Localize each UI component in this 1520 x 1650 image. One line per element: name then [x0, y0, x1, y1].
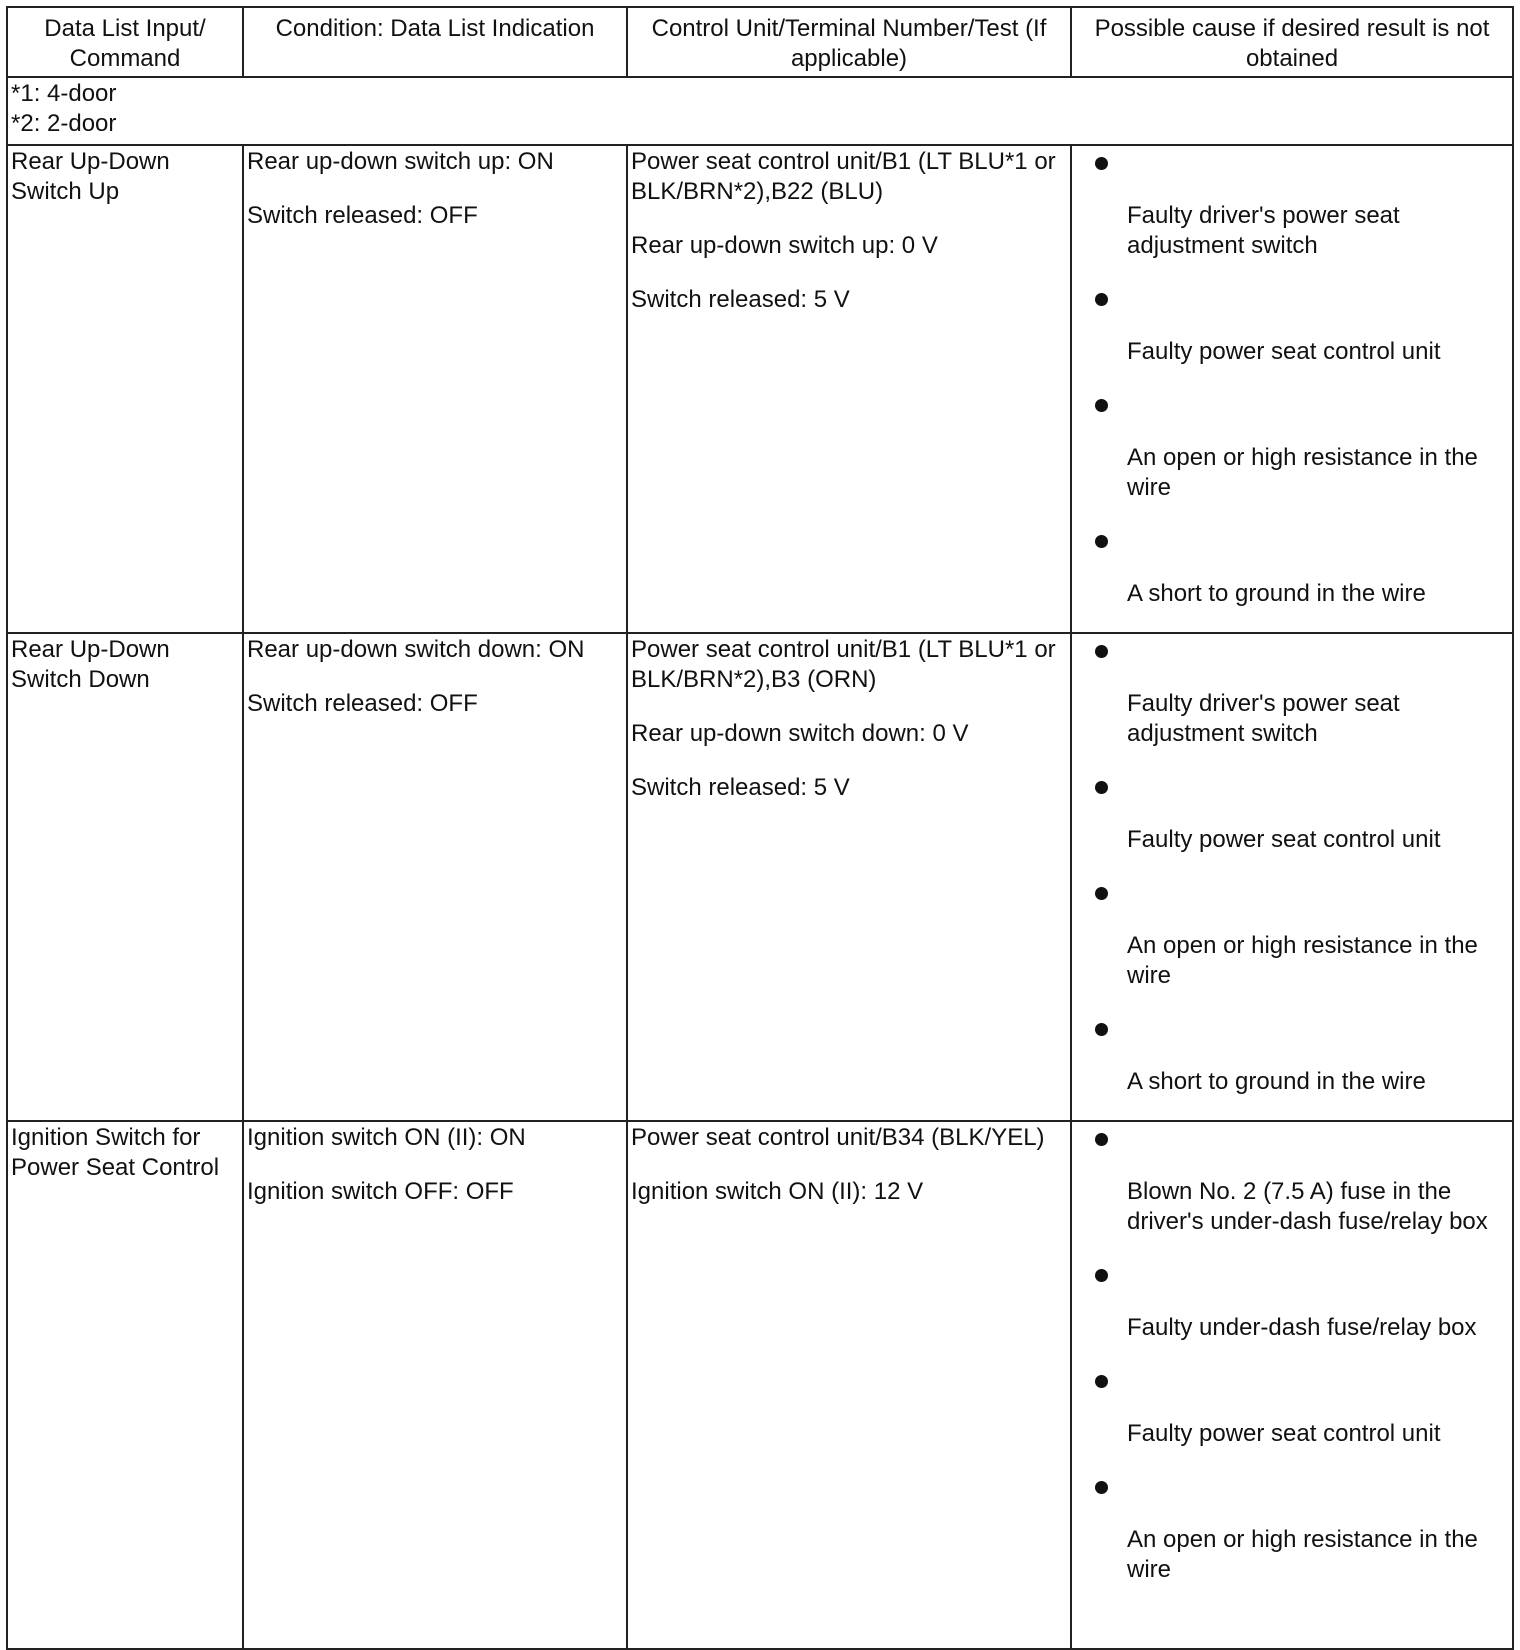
list-item: [1075, 389, 1509, 503]
list-item: [1075, 525, 1509, 609]
cause-text: Faulty power seat control unit: [1127, 1420, 1441, 1447]
condition-text: Ignition switch OFF: OFF: [247, 1178, 514, 1205]
header-condition: Condition: Data List Indication: [243, 7, 627, 77]
bullet-icon: [1095, 157, 1108, 170]
terminal-cell: [627, 633, 1071, 1121]
cause-text: Faulty driver's power seat adjustment switch: [1127, 690, 1400, 747]
cause-cell: [1071, 1121, 1513, 1649]
terminal-text: Rear up-down switch down: 0 V: [631, 720, 969, 747]
notes-row: [7, 77, 1513, 145]
condition-cell: [243, 633, 627, 1121]
cause-text: Faulty driver's power seat adjustment switch: [1127, 202, 1400, 259]
cause-text: Faulty under-dash fuse/relay box: [1127, 1314, 1477, 1341]
condition-text: Switch released: OFF: [247, 202, 478, 229]
notes-cell: [7, 77, 1513, 145]
condition-text: Rear up-down switch down: ON: [247, 636, 585, 663]
terminal-text: Switch released: 5 V: [631, 286, 850, 313]
terminal-text: Power seat control unit/B1 (LT BLU*1 or BLK/BRN*2),B22 (BLU): [631, 148, 1056, 205]
header-terminal: Control Unit/Terminal Number/Test (If applicable): [627, 7, 1071, 77]
note-2-door: *2: 2-door: [11, 110, 117, 137]
table-row: [7, 633, 1513, 1121]
cause-list: [1075, 147, 1509, 609]
cause-text: A short to ground in the wire: [1127, 580, 1426, 607]
terminal-text: Rear up-down switch up: 0 V: [631, 232, 938, 259]
note-4-door: *1: 4-door: [11, 80, 117, 107]
input-cell: Rear Up-Down Switch Up: [7, 145, 243, 633]
terminal-text: Ignition switch ON (II): 12 V: [631, 1178, 924, 1205]
cause-text: Blown No. 2 (7.5 A) fuse in the driver's under-dash fuse/relay box: [1127, 1178, 1488, 1235]
bullet-icon: [1095, 1269, 1108, 1282]
list-item: [1075, 1471, 1509, 1585]
data-list-table: [6, 6, 1514, 1650]
bullet-icon: [1095, 1375, 1108, 1388]
bullet-icon: [1095, 535, 1108, 548]
cause-cell: [1071, 145, 1513, 633]
cause-cell: [1071, 633, 1513, 1121]
cause-text: An open or high resistance in the wire: [1127, 444, 1478, 501]
terminal-text: Power seat control unit/B1 (LT BLU*1 or BLK/BRN*2),B3 (ORN): [631, 636, 1056, 693]
condition-cell: [243, 145, 627, 633]
bullet-icon: [1095, 293, 1108, 306]
list-item: [1075, 877, 1509, 991]
header-possible-cause: Possible cause if desired result is not obtained: [1071, 7, 1513, 77]
cause-list: [1075, 635, 1509, 1097]
bullet-icon: [1095, 781, 1108, 794]
condition-text: Ignition switch ON (II): ON: [247, 1124, 526, 1151]
list-item: [1075, 283, 1509, 367]
list-item: [1075, 771, 1509, 855]
header-row: [7, 7, 1513, 77]
cause-text: A short to ground in the wire: [1127, 1068, 1426, 1095]
terminal-text: Power seat control unit/B34 (BLK/YEL): [631, 1124, 1045, 1151]
cause-text: An open or high resistance in the wire: [1127, 1526, 1478, 1583]
list-item: [1075, 635, 1509, 749]
cause-text: Faulty power seat control unit: [1127, 826, 1441, 853]
input-cell: Ignition Switch for Power Seat Control: [7, 1121, 243, 1649]
bullet-icon: [1095, 1023, 1108, 1036]
terminal-cell: [627, 1121, 1071, 1649]
cause-list: [1075, 1123, 1509, 1585]
table-row: [7, 145, 1513, 633]
list-item: [1075, 147, 1509, 261]
condition-text: Rear up-down switch up: ON: [247, 148, 554, 175]
condition-text: Switch released: OFF: [247, 690, 478, 717]
cause-text: An open or high resistance in the wire: [1127, 932, 1478, 989]
list-item: [1075, 1123, 1509, 1237]
header-input-command: Data List Input/ Command: [7, 7, 243, 77]
bullet-icon: [1095, 1133, 1108, 1146]
list-item: [1075, 1365, 1509, 1449]
terminal-cell: [627, 145, 1071, 633]
list-item: [1075, 1013, 1509, 1097]
bullet-icon: [1095, 399, 1108, 412]
table-row: [7, 1121, 1513, 1649]
list-item: [1075, 1259, 1509, 1343]
cause-text: Faulty power seat control unit: [1127, 338, 1441, 365]
bullet-icon: [1095, 645, 1108, 658]
terminal-text: Switch released: 5 V: [631, 774, 850, 801]
bullet-icon: [1095, 887, 1108, 900]
input-cell: Rear Up-Down Switch Down: [7, 633, 243, 1121]
bullet-icon: [1095, 1481, 1108, 1494]
condition-cell: [243, 1121, 627, 1649]
